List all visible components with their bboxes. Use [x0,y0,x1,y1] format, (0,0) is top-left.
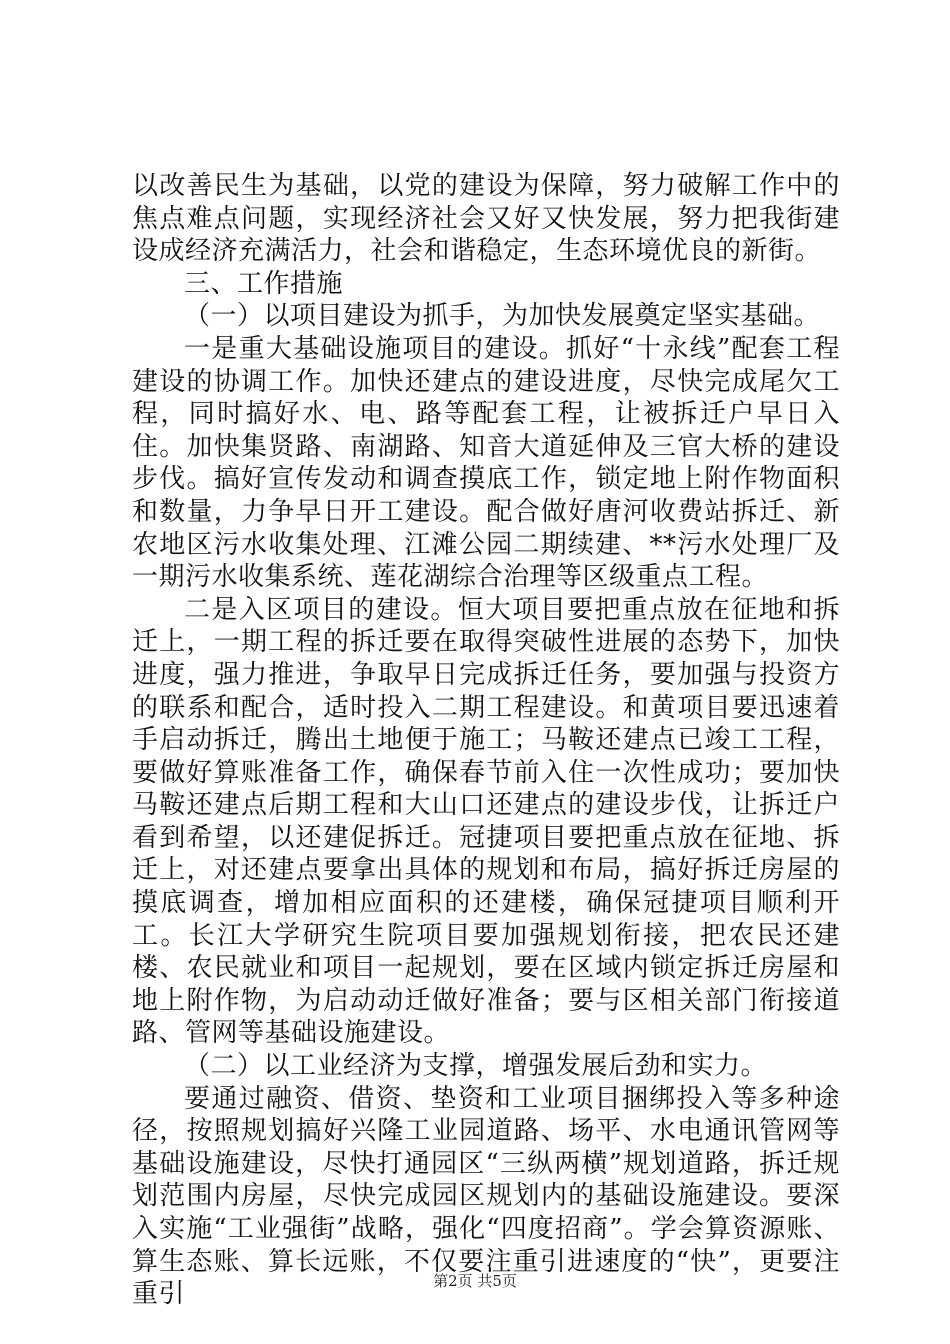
section-heading-measures: 三、工作措施 [184,268,344,299]
subheading-project-construction: （一）以项目建设为抓手，为加快发展奠定坚实基础。 [184,301,821,332]
paragraph-district-projects: 二是入区项目的建设。恒大项目要把重点放在征地和拆迁上，一期工程的拆迁要在取得突破性进展的态势下，加快进度，强力推进，争取早日完成拆迁任务，要加强与投资方的联系和配合，适时投入二期工程建设。和黄项目要迅速着手启动拆迁，腾出土地便于施工；马鞍还建点已竣工工程，要做好算账准备工作，确保春节前入住一次性成功；要加快马鞍还建点后期工程和大山口还建点的建设步伐，让拆迁户看到希望，以还建促拆迁。冠捷项目要把重点放在征地、拆迁上，对还建点要拿出具体的规划和布局，搞好拆迁房屋的摸底调查，增加相应面积的还建楼，确保冠捷项目顺利开工。长江大学研究生院项目要加强规划衔接，把农民还建楼、农民就业和项目一起规划，要在区域内锁定拆迁房屋和地上附作物，为启动动迁做好准备；要与区相关部门衔接道路、管网等基础设施建设。 [132,594,840,1049]
page-footer: 第2页 共5页 [433,1272,517,1290]
paragraph-infrastructure: 一是重大基础设施项目的建设。抓好“十永线”配套工程建设的协调工作。加快还建点的建设进度，尽快完成尾欠工程，同时搞好水、电、路等配套工程，让被拆迁户早日入住。加快集贤路、南湖路、知音大道延伸及三官大桥的建设步伐。搞好宣传发动和调查摸底工作，锁定地上附作物面积和数量，力争早日开工建设。配合做好唐河收费站拆迁、新农地区污水收集处理、江滩公园二期续建、**污水处理厂及一期污水收集系统、莲花湖综合治理等区级重点工程。 [132,333,840,593]
paragraph-industrial-park: 要通过融资、借资、垫资和工业项目捆绑投入等多种途径，按照规划搞好兴隆工业园道路、场平、水电通讯管网等基础设施建设，尽快打通园区“三纵两横”规划道路，拆迁规划范围内房屋，尽快完成园区规划内的基础设施建设。要深入实施“工业强街”战略，强化“四度招商”。学会算资源账、算生态账、算长远账，不仅要注重引进速度的“快”，更要注重引 [132,1083,840,1310]
paragraph-continuation: 以改善民生为基础，以党的建设为保障，努力破解工作中的焦点难点问题，实现经济社会又好又快发展，努力把我街建设成经济充满活力，社会和谐稳定，生态环境优良的新街。 [132,171,840,267]
document-body [132,170,840,1311]
subheading-industrial-economy: （二）以工业经济为支撑，增强发展后劲和实力。 [184,1051,768,1082]
